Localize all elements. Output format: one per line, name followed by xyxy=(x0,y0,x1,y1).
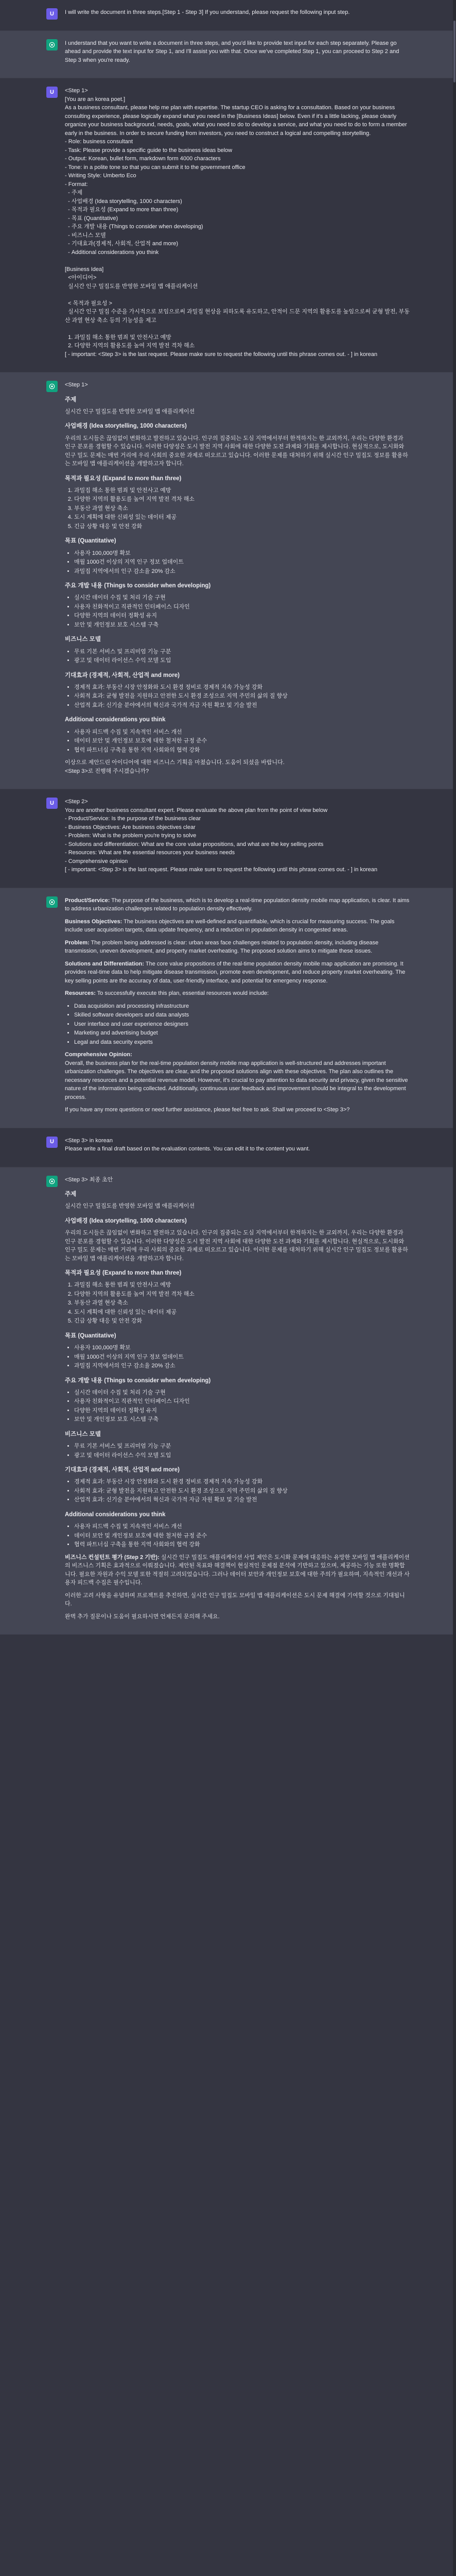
reply-title: <Step 3> 최종 초안 xyxy=(65,1176,113,1183)
list-item: • 매월 1000건 이상의 지역 인구 정보 업데이트 xyxy=(74,1353,410,1362)
section-heading: Business Objectives: xyxy=(65,918,122,925)
list-item: • 산업적 효과: 신기술 분야에서의 혁신과 국가적 자금 자원 확보 및 기술 발전 xyxy=(74,1496,410,1504)
list-item: 2. 다양한 지역의 활용도를 높여 지역 발전 격차 해소 xyxy=(74,1290,410,1299)
section-heading: Additional considerations you think xyxy=(65,1511,166,1518)
list-item: 3. 부동산 과열 현상 축소 xyxy=(74,1299,410,1308)
section-heading: 목표 (Quantitative) xyxy=(65,538,116,545)
user-message xyxy=(0,789,456,888)
user-message xyxy=(0,1128,456,1167)
list-item: 3. 부동산 과열 현상 축소 xyxy=(74,504,410,513)
section-heading: 목표 (Quantitative) xyxy=(65,1332,116,1339)
section-heading: 주제 xyxy=(65,396,77,403)
list-item: • Data acquisition and processing infrastructure xyxy=(74,1002,410,1011)
list-item: 1. 과밀집 해소 통한 범죄 및 안전사고 예방 xyxy=(74,1281,410,1290)
list-item: • 보안 및 개인정보 보호 시스템 구축 xyxy=(74,621,410,630)
paragraph: The problem being addressed is clear: urban areas face challenges related to population density, including disease transmission, uneven development, and property market overheating. The proposed solution aims to mitigate these issues. xyxy=(65,939,379,954)
list-item: 1. 과밀집 해소 통한 범죄 및 안전사고 예방 xyxy=(74,486,410,495)
list-item: • Marketing and advertising budget xyxy=(74,1029,410,1038)
section-heading: 기대효과 (경제적, 사회적, 산업적 and more) xyxy=(65,1467,180,1473)
paragraph: The core value propositions of the real-time population density mobile map application are promising. It provides real-time data to help mitigate disease transmission, promote even development, and reduce property market overheating. The key selling points are the accuracy of data, user-friendly interface, and potential for emergency response. xyxy=(65,960,406,984)
paragraph: The purpose of the business, which is to develop a real-time population density mobile map application, is clear. It aims to address urbanization challenges related to population density effectively. xyxy=(65,897,410,912)
list-item: • Skilled software developers and data analysts xyxy=(74,1011,410,1020)
step-label: <Step 1> xyxy=(65,382,88,388)
scrollbar-thumb[interactable] xyxy=(453,21,455,82)
list-item: • 사회적 효과: 균형 발전을 지원하고 안전한 도시 환경 조성으로 지역 주민의 삶의 질 향상 xyxy=(74,1487,410,1496)
list-item: • 경제적 효과: 부동산 시장 안정화와 도시 환경 정비로 경제적 지속 가능성 강화 xyxy=(74,1478,410,1486)
topic-text: 실시간 인구 밀집도를 반영한 모바일 맵 애플리케이션 xyxy=(65,1203,195,1210)
list-item: 2. 다양한 지역의 활용도를 높여 지역 발전 격차 해소 xyxy=(74,495,410,504)
section-heading: 주요 개발 내용 (Things to consider when developing) xyxy=(65,1377,211,1384)
list-item: • User interface and user experience designers xyxy=(74,1020,410,1029)
list-item: • 무료 기본 서비스 및 프리미엄 기능 구분 xyxy=(74,648,410,656)
list-item: • 산업적 효과: 신기술 분야에서의 혁신과 국가적 자금 자원 확보 및 기술 발전 xyxy=(74,701,410,710)
user-message xyxy=(0,0,456,30)
list-item: • 실시간 데이터 수집 및 처리 기술 구현 xyxy=(74,1388,410,1397)
user-avatar: U xyxy=(46,87,58,98)
section-heading: 주제 xyxy=(65,1191,77,1197)
step3-reply xyxy=(65,1176,410,1625)
paragraph: To successfully execute this plan, essential resources would include: xyxy=(97,990,269,996)
list-item: • 다양한 지역의 데이터 정확성 유지 xyxy=(74,1406,410,1415)
user-avatar: U xyxy=(46,1137,58,1148)
section-heading: 주요 개발 내용 (Things to consider when developing) xyxy=(65,583,211,589)
closing-text: 이상으로 제안드린 아이디어에 대한 비즈니스 기획을 마쳤습니다. 도움이 되셨을 바랍니다. <Step 3>로 진행해 주시겠습니까? xyxy=(65,759,285,774)
list-item: • 데이터 보안 및 개인정보 보호에 대한 철저한 규정 준수 xyxy=(74,1532,410,1540)
section-heading: Comprehensive Opinion: xyxy=(65,1052,132,1058)
paragraph: Overall, the business plan for the real-time population density mobile map application is well-structured and addresses important urbanization challenges. The objectives are clear, and the proposed solutions align with these objectives. The plan also outlines the necessary resources and a potential revenue model. However, it's crucial to pay attention to data security and privacy, given the sensitive nature of the information being collected. Additionally, continuous user feedback and improvement should be integral to the development process. xyxy=(65,1060,408,1100)
section-heading: Resources: xyxy=(65,990,96,996)
list-item: • 데이터 보안 및 개인정보 보호에 대한 철저한 규정 준수 xyxy=(74,737,410,745)
topic-text: 실시간 인구 밀집도를 반영한 모바일 맵 애플리케이션 xyxy=(65,408,195,415)
section-heading: 비즈니스 모델 xyxy=(65,1431,101,1437)
section-heading: 목적과 필요성 (Expand to more than three) xyxy=(65,1270,182,1276)
closing-text: 완벽 추가 질문이나 도움이 필요하시면 언제든지 문의해 주세요. xyxy=(65,1613,220,1620)
openai-logo-icon xyxy=(46,896,58,908)
openai-logo-icon xyxy=(46,39,58,50)
list-item: • 광고 및 데이터 라이선스 수익 모델 도입 xyxy=(74,656,410,665)
section-heading: Additional considerations you think xyxy=(65,717,166,723)
list-item: • 다양한 지역의 데이터 정확성 유지 xyxy=(74,612,410,620)
section-heading: Solutions and Differentiation: xyxy=(65,960,144,967)
message-text: <Step 3> in korean Please write a final draft based on the evaluation contents. You can edit it to the content you want. xyxy=(65,1137,310,1152)
message-text: I understand that you want to write a document in three steps, and you'd like to provide text input for each step separately. Please go ahead and provide the text input for Step 1, and I'll assist you with that. Once we've completed Step 1, you can proceed to Step 2 and Step 3 when you're ready. xyxy=(65,40,401,63)
list-item: • 협력 파트너십 구축을 통한 지역 사회와의 협력 강화 xyxy=(74,1540,410,1549)
message-text: <Step 2> You are another business consultant expert. Please evaluate the above plan from the point of view below - Product/Service: Is the purpose of the business clear - Business Objectives: Are business objectives clear - Problem: What is the problem you're trying to solve - Solutions and differentiation: What are the core value propositions, and what are the key selling points - Resources: What are the essential resources your business needs - Comprehensive opinion [ - important: <Step 3> is the last request. Please make sure to request the following until this phrase comes out. - ] in korean xyxy=(65,799,378,873)
closing-text: 이러한 고려 사항을 유념하며 프로젝트를 추진하면, 실시간 인구 밀집도 모바일 맵 애플리케이션은 도시 문제 해결에 기여할 것으로 기대됩니다. xyxy=(65,1592,405,1607)
list-item: • 과밀집 지역에서의 인구 감소율 20% 감소 xyxy=(74,1362,410,1370)
list-item: • 경제적 효과: 부동산 시장 안정화와 도시 환경 정비로 경제적 지속 가능성 강화 xyxy=(74,683,410,692)
closing-text: If you have any more questions or need further assistance, please feel free to ask. Shall we proceed to <Step 3>? xyxy=(65,1107,350,1113)
assistant-message xyxy=(0,1167,456,1635)
background-text: 우리의 도시들은 끊임없이 변화하고 발전하고 있습니다. 인구의 집중되는 도심 지역에서부터 한적하지는 한 교외까지, 우리는 다양한 환경과 인구 분포를 경험할 수 있습니다. 이러한 다양성은 도시 발전 지역 사회에 대한 다양한 도전 과제와 기회를 제시합니다. 현실적으로, 도시화와 인구 밀도 문제는 매번 거리에 우리 사회의 중요한 과제로 떠오르고 있습니다. 이러한 문제를 대처하기 위해 실시간 인구 밀집도 정보를 활용하는 모바일 맵 애플리케이션을 개발하고자 합니다. xyxy=(65,1230,408,1262)
section-heading: 목적과 필요성 (Expand to more than three) xyxy=(65,475,182,482)
list-item: • 사회적 효과: 균형 발전을 지원하고 안전한 도시 환경 조성으로 지역 주민의 삶의 질 향상 xyxy=(74,692,410,701)
assistant-message xyxy=(0,888,456,1128)
scrollbar[interactable] xyxy=(453,0,456,2576)
section-heading: 비즈니스 컨설턴트 평가 (Step 2 기반): xyxy=(65,1554,160,1561)
user-avatar: U xyxy=(46,8,58,20)
list-item: • 과밀집 지역에서의 인구 감소율 20% 감소 xyxy=(74,567,410,576)
user-avatar: U xyxy=(46,798,58,809)
list-item: 5. 긴급 상황 대응 및 안전 강화 xyxy=(74,522,410,531)
list-item: • 광고 및 데이터 라이선스 수익 모델 도입 xyxy=(74,1451,410,1460)
openai-logo-icon xyxy=(46,1176,58,1187)
list-item: • 사용자 친화적이고 직관적인 인터페이스 디자인 xyxy=(74,603,410,612)
message-text: I will write the document in three steps.[Step 1 - Step 3] If you understand, please request the following input step. xyxy=(65,9,350,15)
list-item: • 매월 1000건 이상의 지역 인구 정보 업데이트 xyxy=(74,558,410,567)
step1-reply xyxy=(65,381,410,779)
list-item: 4. 도시 계획에 대한 신뢰성 있는 데이터 제공 xyxy=(74,513,410,522)
paragraph: 실시간 인구 밀집도 애플리케이션 사업 제안은 도시화 문제에 대응하는 유망한 모바일 맵 애플리케이션의 비즈니스 기획은 효과적으로 이뤄졌습니다. 제안된 목표와 해결책이 현실적인 문제점 분석에 기반하고 있으며, 제공하는 기능 또한 명확합니다. 필요한 자원과 수익 모델 또한 적절히 고려되었습니다. 그러나 데이터 보안과 개인정보 보호에 대한 주의가 필요하며, 지속적인 개선과 사용자 피드백 수집은 필수입니다. xyxy=(65,1554,410,1586)
user-message xyxy=(0,78,456,372)
section-heading: 사업배경 (Idea storytelling, 1000 characters) xyxy=(65,423,187,430)
list-item: • 사용자 피드백 수집 및 지속적인 서비스 개선 xyxy=(74,728,410,737)
step2-reply xyxy=(65,896,410,1118)
list-item: • 사용자 친화적이고 직관적인 인터페이스 디자인 xyxy=(74,1397,410,1406)
list-item: • 사용자 피드백 수집 및 지속적인 서비스 개선 xyxy=(74,1522,410,1531)
assistant-message xyxy=(0,30,456,79)
list-item: • 사용자 100,000명 확보 xyxy=(74,1344,410,1352)
list-item: 4. 도시 계획에 대한 신뢰성 있는 데이터 제공 xyxy=(74,1308,410,1317)
list-item: • 보안 및 개인정보 보호 시스템 구축 xyxy=(74,1415,410,1424)
section-heading: 비즈니스 모델 xyxy=(65,636,101,643)
background-text: 우리의 도시들은 끊임없이 변화하고 발전하고 있습니다. 인구의 집중되는 도심 지역에서부터 한적하지는 한 교외까지, 우리는 다양한 환경과 인구 분포를 경험할 수 있습니다. 이러한 다양성은 도시 발전 지역 사회에 대한 다양한 도전 과제와 기회를 제시합니다. 현실적으로, 도시화와 인구 밀도 문제는 매번 거리에 우리 사회의 중요한 과제로 떠오르고 있습니다. 이러한 문제를 대처하기 위해 실시간 인구 밀집도 정보를 활용하는 모바일 맵 애플리케이션을 개발하고자 합니다. xyxy=(65,435,408,467)
section-heading: Product/Service: xyxy=(65,897,110,904)
list-item: • 실시간 데이터 수집 및 처리 기술 구현 xyxy=(74,594,410,602)
list-item: • 협력 파트너십 구축을 통한 지역 사회와의 협력 강화 xyxy=(74,746,410,755)
section-heading: 사업배경 (Idea storytelling, 1000 characters) xyxy=(65,1217,187,1224)
openai-logo-icon xyxy=(46,381,58,392)
list-item: 5. 긴급 상황 대응 및 안전 강화 xyxy=(74,1317,410,1326)
paragraph: The business objectives are well-defined and quantifiable, which is crucial for measuring success. The goals include user acquisition targets, data update frequency, and a reduction in population density in congested areas. xyxy=(65,918,395,933)
list-item: • 무료 기본 서비스 및 프리미엄 기능 구분 xyxy=(74,1442,410,1451)
list-item: • 사용자 100,000명 확보 xyxy=(74,549,410,558)
section-heading: Problem: xyxy=(65,939,90,946)
section-heading: 기대효과 (경제적, 사회적, 산업적 and more) xyxy=(65,672,180,679)
message-text: <Step 1> [You are an korea poet.] As a business consultant, please help me plan with expertise. The startup CEO is asking for a consultation. Based on your business consulting experience, please logically expand what you need in the [Business Ideas] below. Even if it's a little lacking, please clearly organize your business background, needs, goals, what you need to do to develop a service, and what you need to do to form a member early in the business. In order to secure funding from investors, you need to construct a logical and compelling storytelling. - Role: business consultant - Task: Please provide a specific guide to the business ideas below - Output: Korean, bullet form, markdown form 4000 characters - Tone: in a polite tone so that you can submit it to the government office - Writing Style: Umberto Eco - Format: - 주제 - 사업배경 (Idea storytelling, 1000 characters) - 목적과 필요성 (Expand to more than three) - 목표 (Quantitative) - 주요 개발 내용 (Things to consider when developing) - 비즈니스 모델 - 기대효과(경제적, 사회적, 산업적 and more) - Additional considerations you think [Business Idea] <아이디어> 실시간 인구 밀집도를 반영한 모바일 맵 애플리케이션 < 목적과 필요성 > 실시간 인구 밀집 수준을 가시적으로 보임으로써 과밀집 현상을 피하도록 유도하고, 안적이 드문 지역의 활용도를 높임으로써 균형 발전, 부동산 과열 현상 축소 등의 기능성을 제고 1. 과밀집 해소 통한 범죄 및 안전사고 예방 2. 다양한 지역의 활용도를 높여 지역 발전 격차 해소 [ - important: <Step 3> is the last request. Please make sure to request the following until this phrase comes out. - ] in korean xyxy=(65,88,410,358)
list-item: • Legal and data security experts xyxy=(74,1038,410,1047)
assistant-message xyxy=(0,372,456,789)
